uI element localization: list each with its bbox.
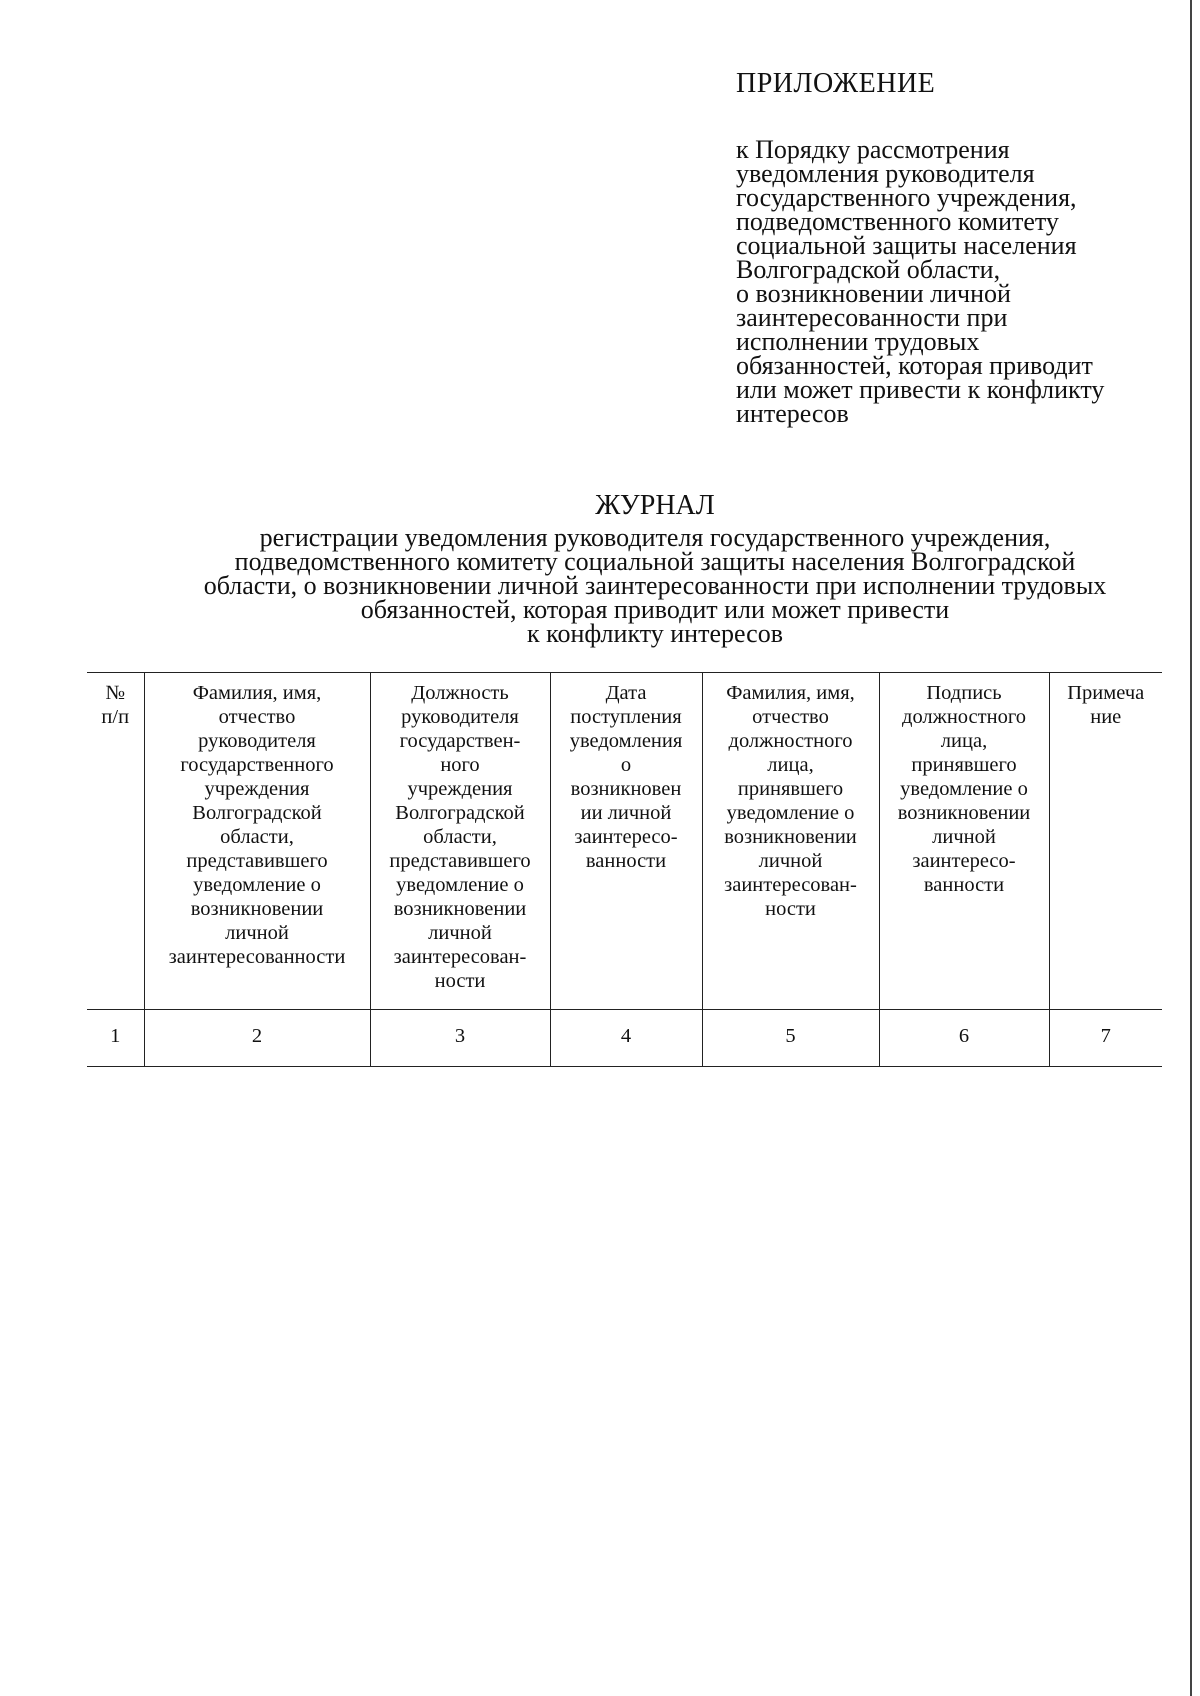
header-line: государственного — [180, 754, 334, 776]
header-line: государствен- — [399, 730, 521, 752]
header-line: Волгоградской — [192, 802, 322, 824]
column-number-cell: 1 — [110, 1025, 121, 1047]
journal-subtitle-line: области, о возникновении личной заинтересованности при исполнении трудовых — [203, 571, 1107, 600]
header-line: заинтересо- — [574, 826, 678, 848]
header-line: личной — [225, 922, 289, 944]
appendix-line: подведомственного комитету — [736, 207, 1059, 236]
header-line: должностного — [728, 730, 853, 752]
header-line: учреждения — [407, 778, 513, 800]
column-number-cell: 5 — [702, 1010, 879, 1067]
header-line: лица, — [767, 754, 814, 776]
column-number-cell: 3 — [370, 1010, 550, 1067]
header-line: Подпись — [926, 682, 1002, 704]
header-head-position — [370, 673, 550, 1010]
header-line: возникновении — [393, 898, 527, 920]
appendix-line: исполнении трудовых — [736, 327, 980, 356]
header-line: ии личной — [580, 802, 672, 824]
header-line: № — [105, 682, 126, 704]
header-line: принявшего — [911, 754, 1017, 776]
header-line: учреждения — [204, 778, 310, 800]
header-line: ности — [765, 898, 816, 920]
header-line: области, — [220, 826, 294, 848]
appendix-title: ПРИЛОЖЕНИЕ — [736, 68, 936, 99]
column-number-cell: 7 — [1049, 1010, 1162, 1067]
header-line: личной — [428, 922, 492, 944]
header-line: заинтересован- — [724, 874, 857, 896]
header-line: Примеча — [1067, 682, 1145, 704]
appendix-line: государственного учреждения, — [736, 183, 1077, 212]
header-receipt-date — [550, 673, 702, 1010]
header-line: возникновен — [570, 778, 682, 800]
header-official-signature — [879, 673, 1049, 1010]
header-line: представившего — [389, 850, 531, 872]
header-line: Должность — [411, 682, 509, 704]
header-line: уведомление о — [193, 874, 321, 896]
header-line: принявшего — [737, 778, 844, 800]
journal-subtitle-line: регистрации уведомления руководителя государственного учреждения, — [259, 523, 1051, 552]
header-line: отчество — [218, 706, 296, 728]
header-official-fullname — [702, 673, 879, 1010]
journal-subtitle-line: подведомственного комитету социальной защиты населения Волгоградской — [234, 547, 1076, 576]
header-line: представившего — [186, 850, 328, 872]
appendix-line: или может привести к конфликту — [736, 375, 1105, 404]
journal-table — [87, 672, 1162, 1067]
header-line: личной — [932, 826, 996, 848]
header-line: Фамилия, имя, — [726, 682, 855, 704]
appendix-line: интересов — [736, 399, 849, 428]
column-number-cell: 2 — [144, 1010, 370, 1067]
header-line: уведомление о — [396, 874, 524, 896]
appendix-line: социальной защиты населения — [736, 231, 1077, 260]
header-line: заинтересо- — [912, 850, 1016, 872]
journal-subtitle-line: к конфликту интересов — [527, 619, 783, 648]
appendix-line: заинтересованности при — [736, 303, 1008, 332]
appendix-line: к Порядку рассмотрения — [736, 135, 1010, 164]
appendix-line: о возникновении личной — [736, 279, 1011, 308]
header-line: области, — [423, 826, 497, 848]
column-number-cell: 6 — [879, 1010, 1049, 1067]
header-number — [87, 673, 144, 1010]
journal-subtitle-line: обязанностей, которая приводит или может привести — [360, 595, 950, 624]
journal-title: ЖУРНАЛ — [595, 490, 715, 521]
header-line: ности — [434, 970, 486, 992]
header-line: ванности — [585, 850, 667, 872]
appendix-line: Волгоградской области, — [736, 255, 1001, 284]
header-line: поступления — [570, 706, 682, 728]
header-line: отчество — [752, 706, 829, 728]
journal-heading — [90, 490, 1200, 646]
page-edge-line — [1190, 0, 1192, 1696]
header-line: ванности — [923, 874, 1005, 896]
header-line: Фамилия, имя, — [192, 682, 322, 704]
header-line: заинтересованности — [168, 946, 346, 968]
header-line: Волгоградской — [395, 802, 525, 824]
appendix-block — [736, 68, 1156, 426]
header-line: возникновении — [897, 802, 1031, 824]
header-line: возникновении — [724, 826, 857, 848]
header-line: ние — [1090, 706, 1122, 728]
header-line: уведомление о — [900, 778, 1028, 800]
header-line: уведомления — [569, 730, 683, 752]
header-note — [1049, 673, 1162, 1010]
appendix-body — [736, 135, 1156, 428]
header-line: возникновении — [190, 898, 324, 920]
header-line: личной — [758, 850, 823, 872]
table-number-row — [87, 1010, 1162, 1067]
appendix-line: обязанностей, которая приводит — [736, 351, 1093, 380]
appendix-line: уведомления руководителя — [736, 159, 1035, 188]
journal-subtitle — [90, 523, 1200, 648]
header-line: руководителя — [198, 730, 316, 752]
header-line: заинтересован- — [393, 946, 527, 968]
header-line: лица, — [940, 730, 988, 752]
header-line: должностного — [902, 706, 1026, 728]
header-line: руководителя — [401, 706, 519, 728]
column-number-cell: 4 — [550, 1010, 702, 1067]
header-line: ного — [440, 754, 480, 776]
header-line: уведомление о — [726, 802, 855, 824]
header-line: Дата — [605, 682, 647, 704]
table-header-row — [87, 673, 1162, 1010]
header-head-fullname — [144, 673, 370, 1010]
header-line: п/п — [101, 706, 130, 728]
header-line: о — [620, 754, 632, 776]
